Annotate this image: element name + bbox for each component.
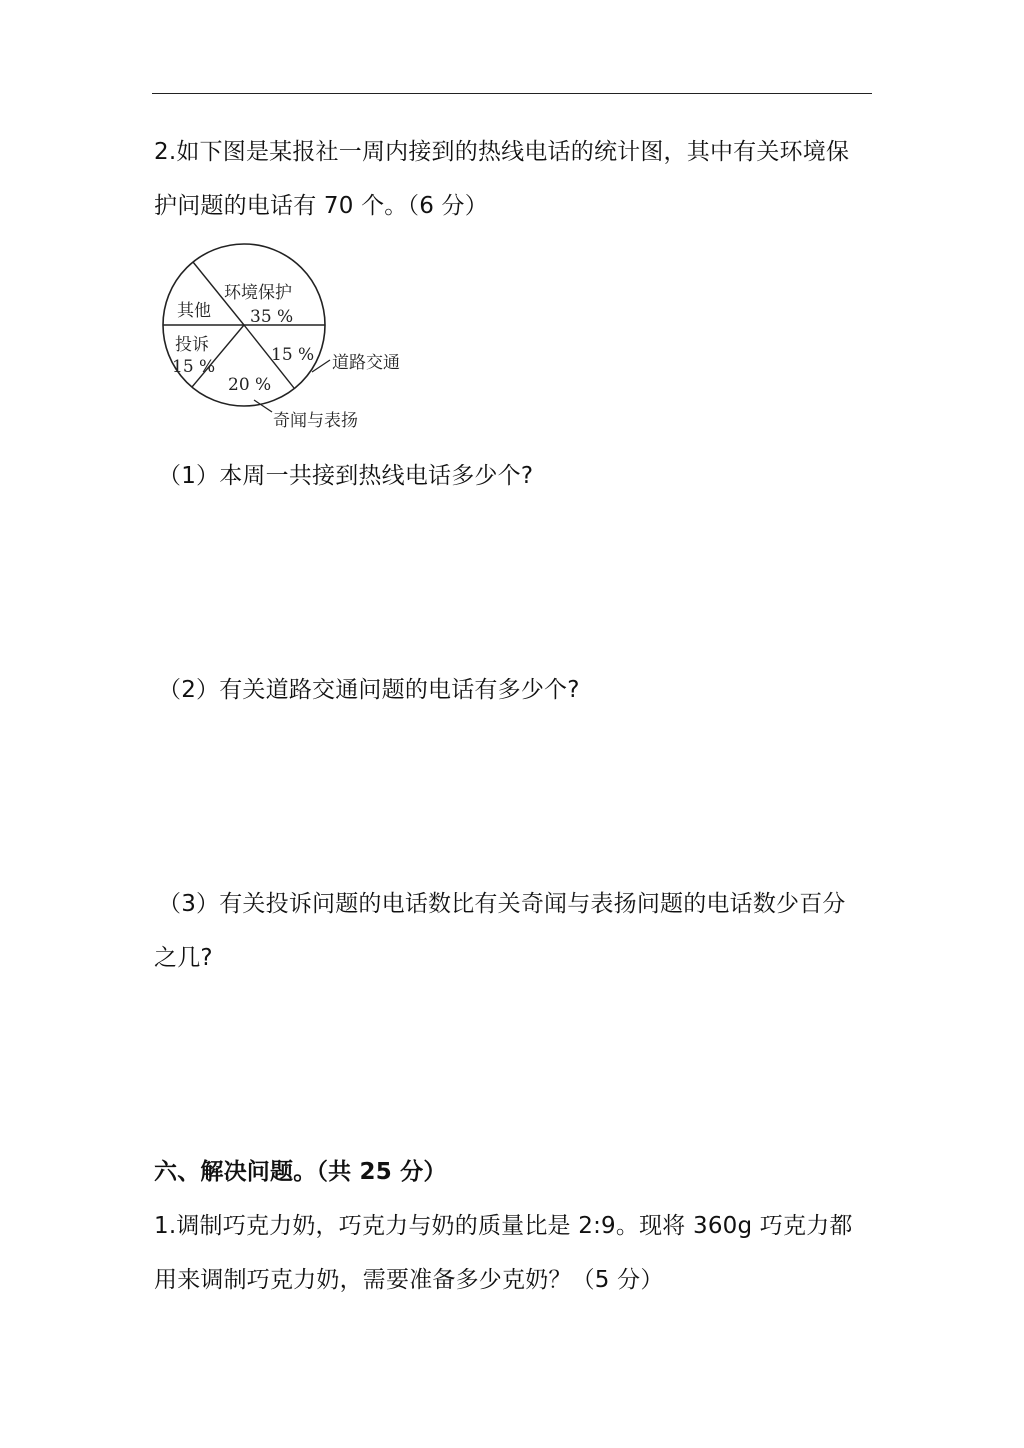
slice-value-news: 20 % — [228, 375, 272, 395]
question-2-line-2: 护问题的电话有 70 个。（6 分） — [154, 193, 488, 219]
subquestion-3-line-1: （3）有关投诉问题的电话数比有关奇闻与表扬问题的电话数少百分 — [158, 891, 846, 917]
slice-value-road: 15 % — [271, 345, 315, 365]
slice-label-news: 奇闻与表扬 — [273, 411, 358, 431]
question-2-line-1: 2.如下图是某报社一周内接到的热线电话的统计图，其中有关环境保 — [154, 139, 850, 165]
subquestion-1: （1）本周一共接到热线电话多少个? — [158, 463, 534, 489]
pie-chart — [150, 240, 430, 440]
slice-value-complaint: 15 % — [172, 357, 216, 377]
subquestion-2: （2）有关道路交通问题的电话有多少个? — [158, 677, 580, 703]
section-6-heading: 六、解决问题。（共 25 分） — [154, 1159, 447, 1185]
section-6-question-1-line-2: 用来调制巧克力奶，需要准备多少克奶？（5 分） — [154, 1267, 664, 1293]
slice-label-road: 道路交通 — [332, 353, 400, 373]
slice-label-environment: 环境保护 — [224, 283, 292, 303]
slice-value-environment: 35 % — [250, 307, 294, 327]
header-rule — [152, 93, 872, 94]
slice-label-complaint: 投诉 — [175, 335, 209, 355]
subquestion-3-line-2: 之几? — [154, 945, 213, 971]
section-6-question-1-line-1: 1.调制巧克力奶，巧克力与奶的质量比是 2:9。现将 360g 巧克力都 — [154, 1213, 853, 1239]
slice-label-other: 其他 — [177, 301, 211, 321]
